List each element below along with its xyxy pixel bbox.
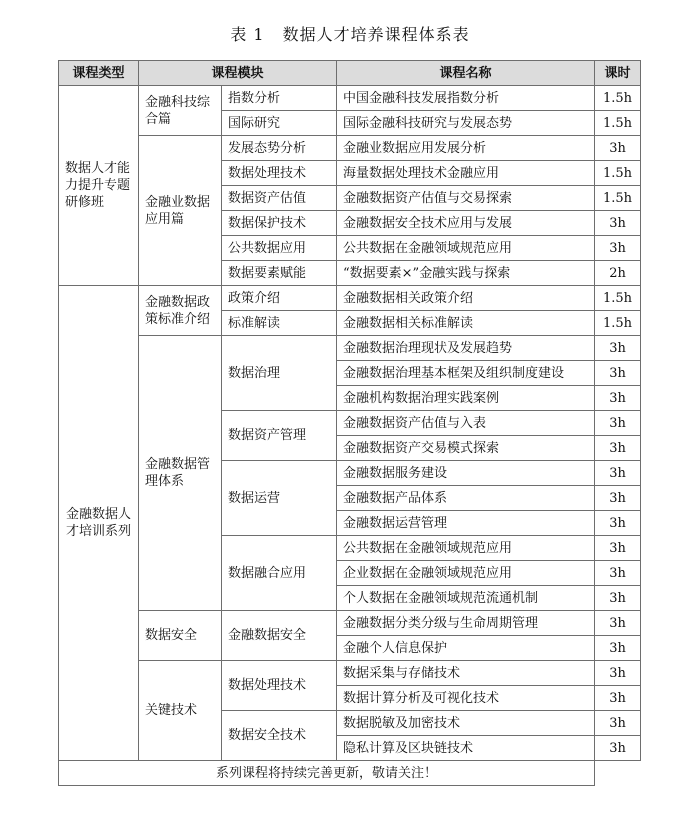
course-hours-cell: 3h — [595, 711, 641, 736]
header-name: 课程名称 — [337, 61, 595, 86]
table-row — [59, 336, 641, 361]
table-row — [59, 611, 641, 636]
course-name-cell: 金融数据治理现状及发展趋势 — [337, 336, 595, 361]
submodule-cell: 数据处理技术 — [222, 661, 337, 711]
course-hours-cell: 3h — [595, 411, 641, 436]
course-name-cell: 中国金融科技发展指数分析 — [337, 86, 595, 111]
header-type: 课程类型 — [59, 61, 139, 86]
module-cell: 金融数据政策标准介绍 — [139, 286, 222, 336]
module-cell: 数据安全 — [139, 611, 222, 661]
course-hours-cell: 3h — [595, 736, 641, 761]
course-name-cell: 金融数据治理基本框架及组织制度建设 — [337, 361, 595, 386]
submodule-cell: 数据保护技术 — [222, 211, 337, 236]
header-module: 课程模块 — [139, 61, 337, 86]
course-name-cell: 金融数据资产交易模式探索 — [337, 436, 595, 461]
course-name-cell: 金融数据资产估值与入表 — [337, 411, 595, 436]
course-hours-cell: 3h — [595, 611, 641, 636]
course-name-cell: 数据脱敏及加密技术 — [337, 711, 595, 736]
course-hours-cell: 3h — [595, 461, 641, 486]
course-hours-cell: 1.5h — [595, 311, 641, 336]
course-name-cell: 数据采集与存储技术 — [337, 661, 595, 686]
table-caption — [0, 22, 700, 45]
course-hours-cell: 3h — [595, 561, 641, 586]
submodule-cell: 公共数据应用 — [222, 236, 337, 261]
submodule-cell: 标准解读 — [222, 311, 337, 336]
course-name-cell: 国际金融科技研究与发展态势 — [337, 111, 595, 136]
table-row — [59, 661, 641, 686]
module-cell: 金融科技综合篇 — [139, 86, 222, 136]
course-name-cell: 个人数据在金融领域规范流通机制 — [337, 586, 595, 611]
course-table — [58, 60, 641, 786]
course-hours-cell: 3h — [595, 636, 641, 661]
course-hours-cell: 3h — [595, 436, 641, 461]
footer-note: 系列课程将持续完善更新，敬请关注！ — [59, 761, 595, 786]
table-row — [59, 136, 641, 161]
course-hours-cell: 3h — [595, 686, 641, 711]
footer-row — [59, 761, 641, 786]
course-type-cell: 金融数据人才培训系列 — [59, 286, 139, 761]
module-cell: 金融数据管理体系 — [139, 336, 222, 611]
course-hours-cell: 3h — [595, 486, 641, 511]
course-name-cell: 金融业数据应用发展分析 — [337, 136, 595, 161]
course-hours-cell: 3h — [595, 336, 641, 361]
submodule-cell: 数据要素赋能 — [222, 261, 337, 286]
header-row — [59, 61, 641, 86]
course-name-cell: 数据计算分析及可视化技术 — [337, 686, 595, 711]
submodule-cell: 政策介绍 — [222, 286, 337, 311]
header-hours: 课时 — [595, 61, 641, 86]
submodule-cell: 数据治理 — [222, 336, 337, 411]
submodule-cell: 数据资产管理 — [222, 411, 337, 461]
table-title: 数据人才培养课程体系表 — [282, 25, 470, 44]
course-hours-cell: 3h — [595, 236, 641, 261]
course-hours-cell: 3h — [595, 586, 641, 611]
course-hours-cell: 1.5h — [595, 186, 641, 211]
course-name-cell: 金融数据安全技术应用与发展 — [337, 211, 595, 236]
course-name-cell: 金融数据运营管理 — [337, 511, 595, 536]
submodule-cell: 数据安全技术 — [222, 711, 337, 761]
module-cell: 金融业数据应用篇 — [139, 136, 222, 286]
course-name-cell: 隐私计算及区块链技术 — [337, 736, 595, 761]
course-name-cell: 金融数据产品体系 — [337, 486, 595, 511]
submodule-cell: 数据处理技术 — [222, 161, 337, 186]
submodule-cell: 数据运营 — [222, 461, 337, 536]
table-row — [59, 86, 641, 111]
course-hours-cell: 1.5h — [595, 111, 641, 136]
course-name-cell: 金融个人信息保护 — [337, 636, 595, 661]
submodule-cell: 数据资产估值 — [222, 186, 337, 211]
course-hours-cell: 3h — [595, 361, 641, 386]
submodule-cell: 指数分析 — [222, 86, 337, 111]
course-hours-cell: 3h — [595, 661, 641, 686]
course-hours-cell: 1.5h — [595, 86, 641, 111]
course-name-cell: 公共数据在金融领域规范应用 — [337, 536, 595, 561]
course-hours-cell: 1.5h — [595, 161, 641, 186]
course-hours-cell: 3h — [595, 386, 641, 411]
course-name-cell: 公共数据在金融领域规范应用 — [337, 236, 595, 261]
submodule-cell: 国际研究 — [222, 111, 337, 136]
submodule-cell: 发展态势分析 — [222, 136, 337, 161]
submodule-cell: 金融数据安全 — [222, 611, 337, 661]
table-number: 表 1 — [230, 25, 265, 44]
course-name-cell: “数据要素×”金融实践与探索 — [337, 261, 595, 286]
table-row — [59, 286, 641, 311]
course-hours-cell: 3h — [595, 211, 641, 236]
course-name-cell: 金融数据相关标准解读 — [337, 311, 595, 336]
course-name-cell: 企业数据在金融领域规范应用 — [337, 561, 595, 586]
course-hours-cell: 3h — [595, 136, 641, 161]
course-name-cell: 金融数据相关政策介绍 — [337, 286, 595, 311]
course-type-cell: 数据人才能力提升专题研修班 — [59, 86, 139, 286]
module-cell: 关键技术 — [139, 661, 222, 761]
course-hours-cell: 1.5h — [595, 286, 641, 311]
course-name-cell: 金融数据分类分级与生命周期管理 — [337, 611, 595, 636]
course-hours-cell: 2h — [595, 261, 641, 286]
course-hours-cell: 3h — [595, 536, 641, 561]
course-name-cell: 金融数据服务建设 — [337, 461, 595, 486]
course-name-cell: 金融机构数据治理实践案例 — [337, 386, 595, 411]
submodule-cell: 数据融合应用 — [222, 536, 337, 611]
course-name-cell: 金融数据资产估值与交易探索 — [337, 186, 595, 211]
course-hours-cell: 3h — [595, 511, 641, 536]
course-name-cell: 海量数据处理技术金融应用 — [337, 161, 595, 186]
